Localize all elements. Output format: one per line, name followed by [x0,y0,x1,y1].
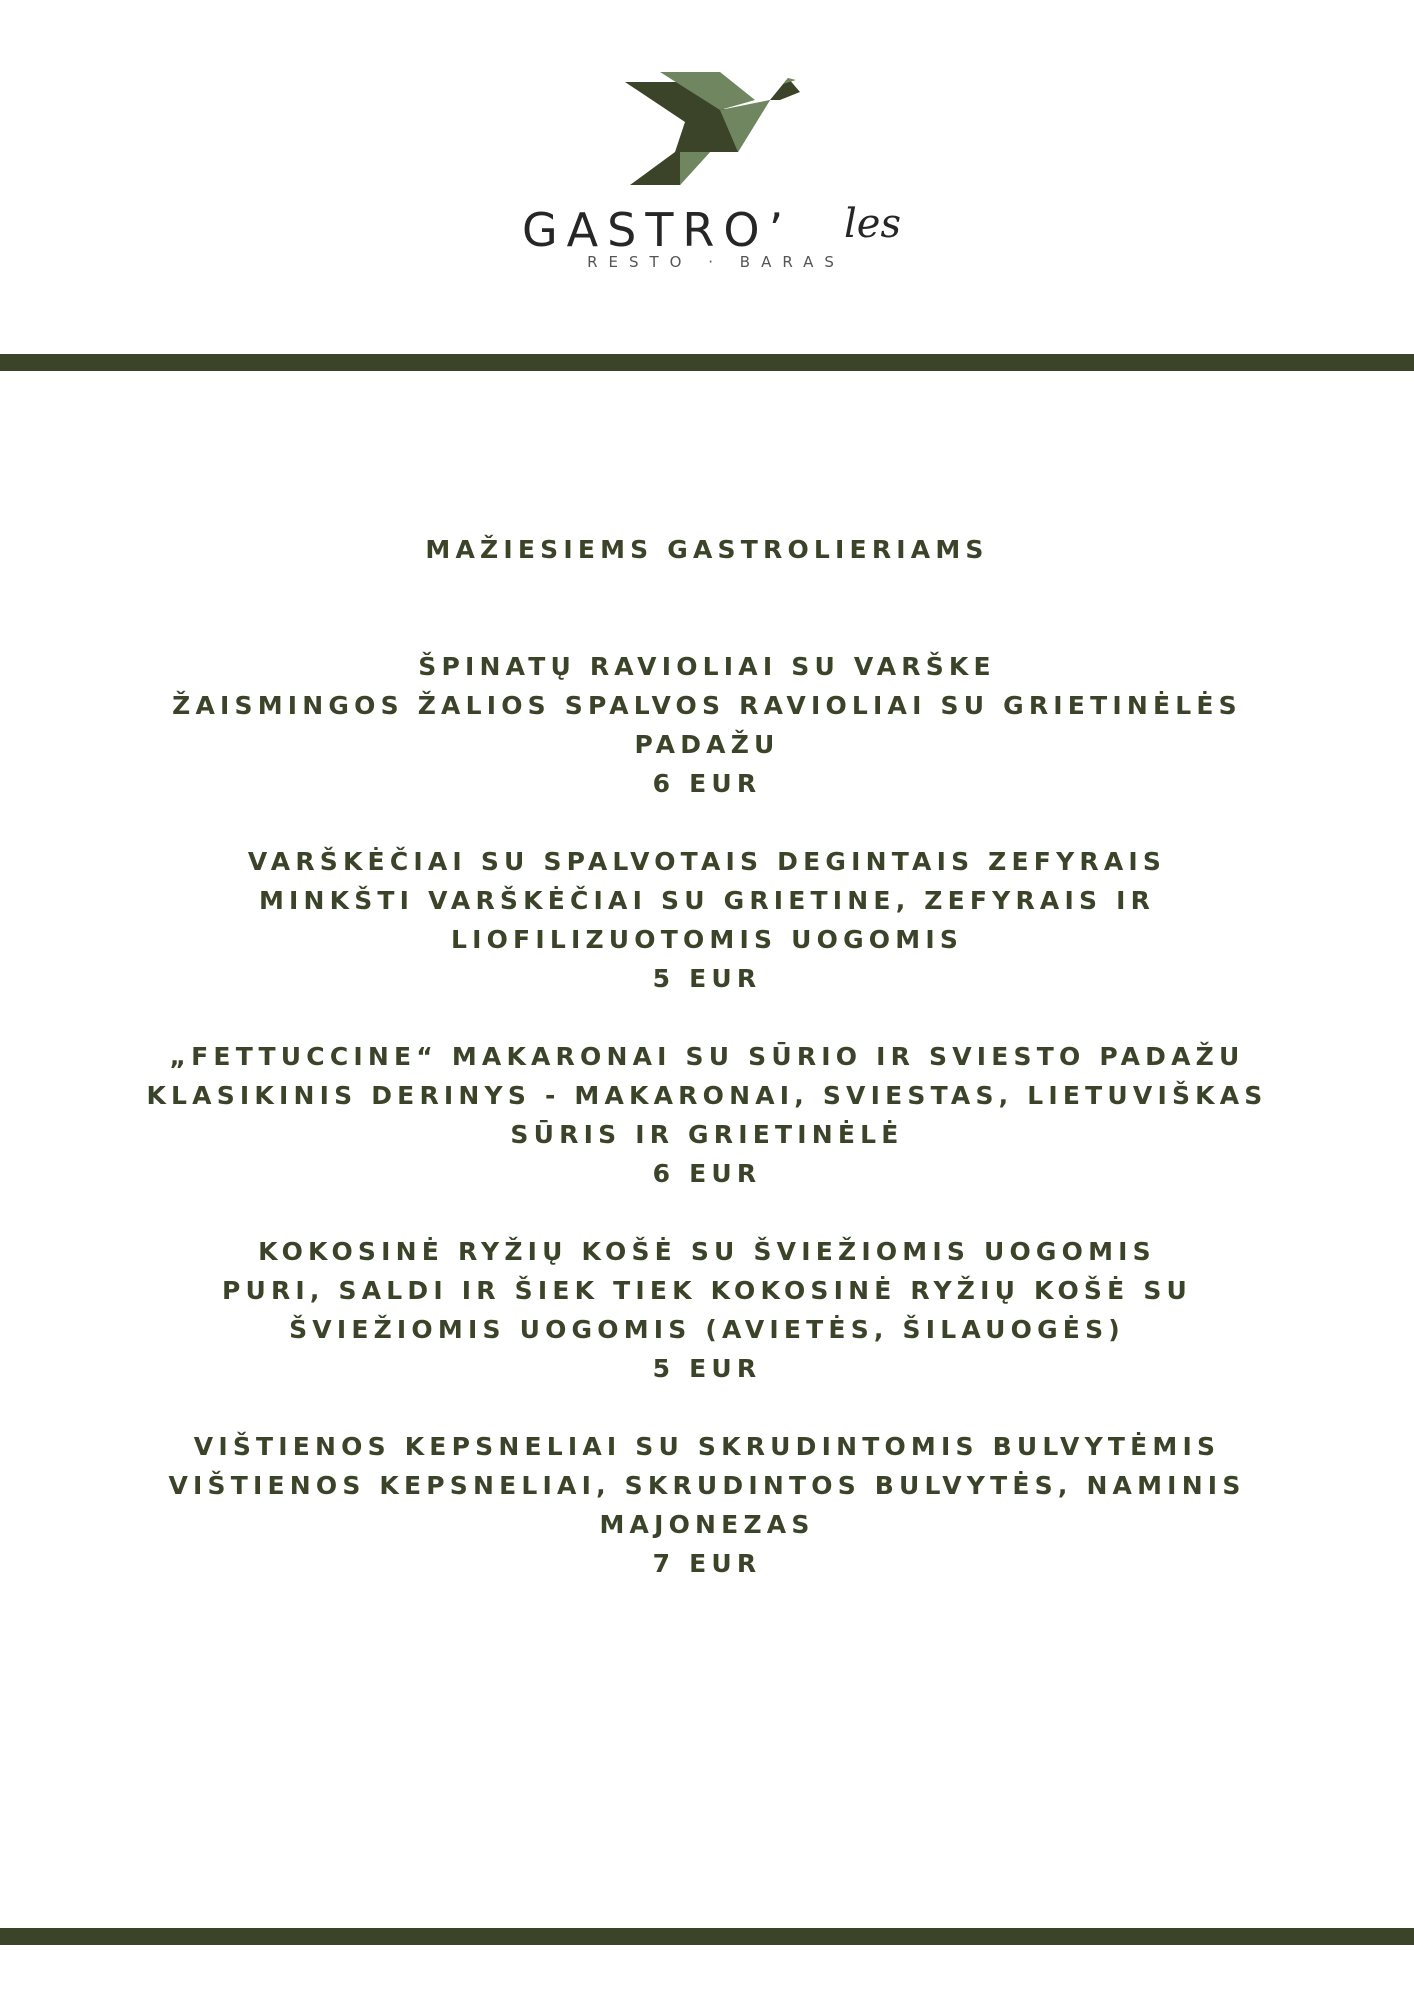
menu-item-name: KOKOSINĖ RYŽIŲ KOŠĖ SU ŠVIEŽIOMIS UOGOMIS [258,1237,1156,1266]
bottom-divider [0,1928,1414,1945]
menu-item-name: ŠPINATŲ RAVIOLIAI SU VARŠKE [418,652,996,681]
menu-item-price: 6 EUR [652,769,762,798]
brand-subtitle: RESTO · BARAS [587,253,845,271]
menu-item-description: VIŠTIENOS KEPSNELIAI, SKRUDINTOS BULVYTĖS, NAMINIS MAJONEZAS [168,1471,1246,1539]
menu-item-price: 5 EUR [652,964,762,993]
menu-title: MAŽIESIEMS GASTROLIERIAMS [425,535,989,564]
menu-section [100,530,1314,1622]
menu-item-name: VARŠKĖČIAI SU SPALVOTAIS DEGINTAIS ZEFYRAIS [247,847,1167,876]
menu-item-name: VIŠTIENOS KEPSNELIAI SU SKRUDINTOMIS BULVYTĖMIS [193,1432,1221,1461]
menu-item [100,1037,1314,1193]
brand-name-script: les [844,201,901,247]
menu-item-description: KLASIKINIS DERINYS - MAKARONAI, SVIESTAS, LIETUVIŠKAS SŪRIS IR GRIETINĖLĖ [146,1081,1268,1149]
menu-item-name: „FETTUCCINE“ MAKARONAI SU SŪRIO IR SVIESTO PADAŽU [169,1042,1245,1071]
bird-logo-icon [620,70,805,185]
brand-name: GASTRO’ [522,203,793,257]
logo [0,60,1414,290]
menu-item [100,1232,1314,1388]
menu-item [100,1427,1314,1583]
brand-wordmark [522,200,942,260]
menu-item-price: 6 EUR [652,1159,762,1188]
menu-item-description: PURI, SALDI IR ŠIEK TIEK KOKOSINĖ RYŽIŲ KOŠĖ SU ŠVIEŽIOMIS UOGOMIS (AVIETĖS, ŠILAUOGĖS) [221,1276,1193,1344]
menu-item [100,647,1314,803]
menu-item-description: ŽAISMINGOS ŽALIOS SPALVOS RAVIOLIAI SU GRIETINĖLĖS PADAŽU [172,691,1242,759]
menu-item [100,842,1314,998]
menu-item-price: 5 EUR [652,1354,762,1383]
top-divider [0,354,1414,371]
menu-item-price: 7 EUR [652,1549,762,1578]
menu-item-description: MINKŠTI VARŠKĖČIAI SU GRIETINE, ZEFYRAIS IR LIOFILIZUOTOMIS UOGOMIS [258,886,1156,954]
